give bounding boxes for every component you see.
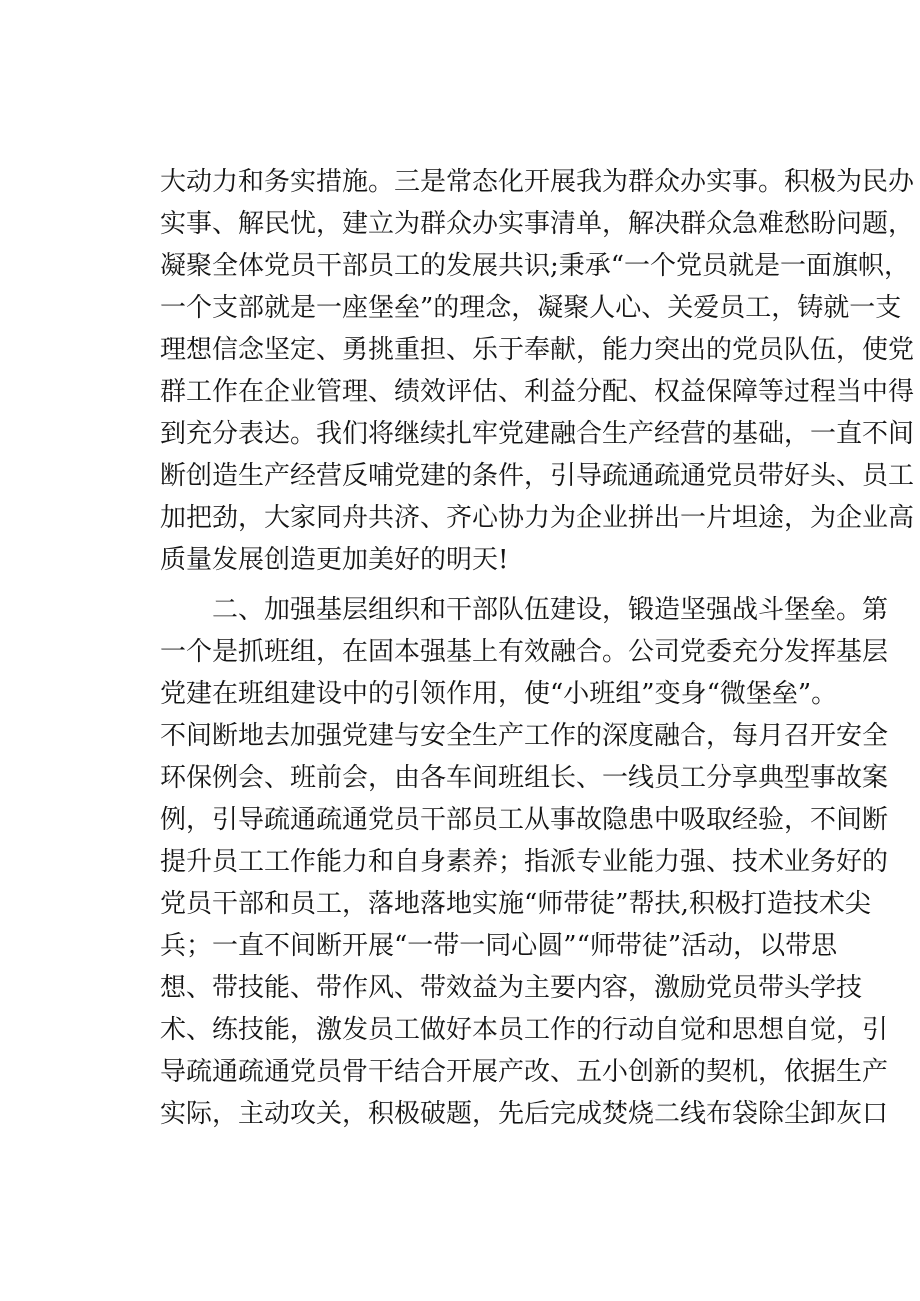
paragraph-1-line: 群工作在企业管理、绩效评估、利益分配、权益保障等过程当中得 — [160, 377, 915, 407]
paragraph-2-line: 二、加强基层组织和干部队伍建设，锻造坚强战斗堡垒。第 — [212, 595, 889, 625]
paragraph-2-line: 想、带技能、带作风、带效益为主要内容，激励党员带头学技 — [160, 973, 863, 1003]
paragraph-1-line: 实事、解民忧，建立为群众办实事清单，解决群众急难愁盼问题， — [160, 209, 915, 239]
paragraph-1-line: 大动力和务实措施。三是常态化开展我为群众办实事。积极为民办 — [160, 167, 915, 197]
paragraph-1-line: 加把劲，大家同舟共济、齐心协力为企业拼出一片坦途，为企业高 — [160, 503, 915, 533]
paragraph-2-line: 术、练技能，激发员工做好本员工作的行动自觉和思想自觉，引 — [160, 1015, 889, 1045]
paragraph-1-line: 质量发展创造更加美好的明天! — [160, 545, 509, 575]
paragraph-2-line: 导疏通疏通党员骨干结合开展产改、五小创新的契机，依据生产 — [160, 1057, 889, 1087]
paragraph-1-line: 凝聚全体党员干部员工的发展共识;秉承“一个党员就是一面旗帜， — [160, 251, 911, 281]
paragraph-1-line: 理想信念坚定、勇挑重担、乐于奉献，能力突出的党员队伍，使党 — [160, 335, 915, 365]
paragraph-2-line: 一个是抓班组，在固本强基上有效融合。公司党委充分发挥基层 — [160, 637, 889, 667]
paragraph-2-line: 实际，主动攻关，积极破题，先后完成焚烧二线布袋除尘卸灰口 — [160, 1099, 889, 1129]
paragraph-1-line: 断创造生产经营反哺党建的条件，引导疏通疏通党员带好头、员工 — [160, 461, 915, 491]
paragraph-2-line: 党建在班组建设中的引领作用，使“小班组”变身“微堡垒”。 — [160, 679, 838, 709]
paragraph-1-line: 一个支部就是一座堡垒”的理念，凝聚人心、关爱员工，铸就一支 — [160, 293, 902, 323]
paragraph-2-line: 提升员工工作能力和自身素养；指派专业能力强、技术业务好的 — [160, 847, 889, 877]
paragraph-2-line: 环保例会、班前会，由各车间班组长、一线员工分享典型事故案 — [160, 763, 889, 793]
paragraph-2-line: 不间断地去加强党建与安全生产工作的深度融合，每月召开安全 — [160, 721, 889, 751]
paragraph-2-line: 例，引导疏通疏通党员干部员工从事故隐患中吸取经验，不间断 — [160, 805, 889, 835]
paragraph-1-line: 到充分表达。我们将继续扎牢党建融合生产经营的基础，一直不间 — [160, 419, 915, 449]
paragraph-2-line: 党员干部和员工，落地落地实施“师带徒”帮扶,积极打造技术尖 — [160, 889, 871, 919]
paragraph-2-line: 兵；一直不间断开展“一带一同心圆”“师带徒”活动，以带思 — [160, 931, 838, 961]
